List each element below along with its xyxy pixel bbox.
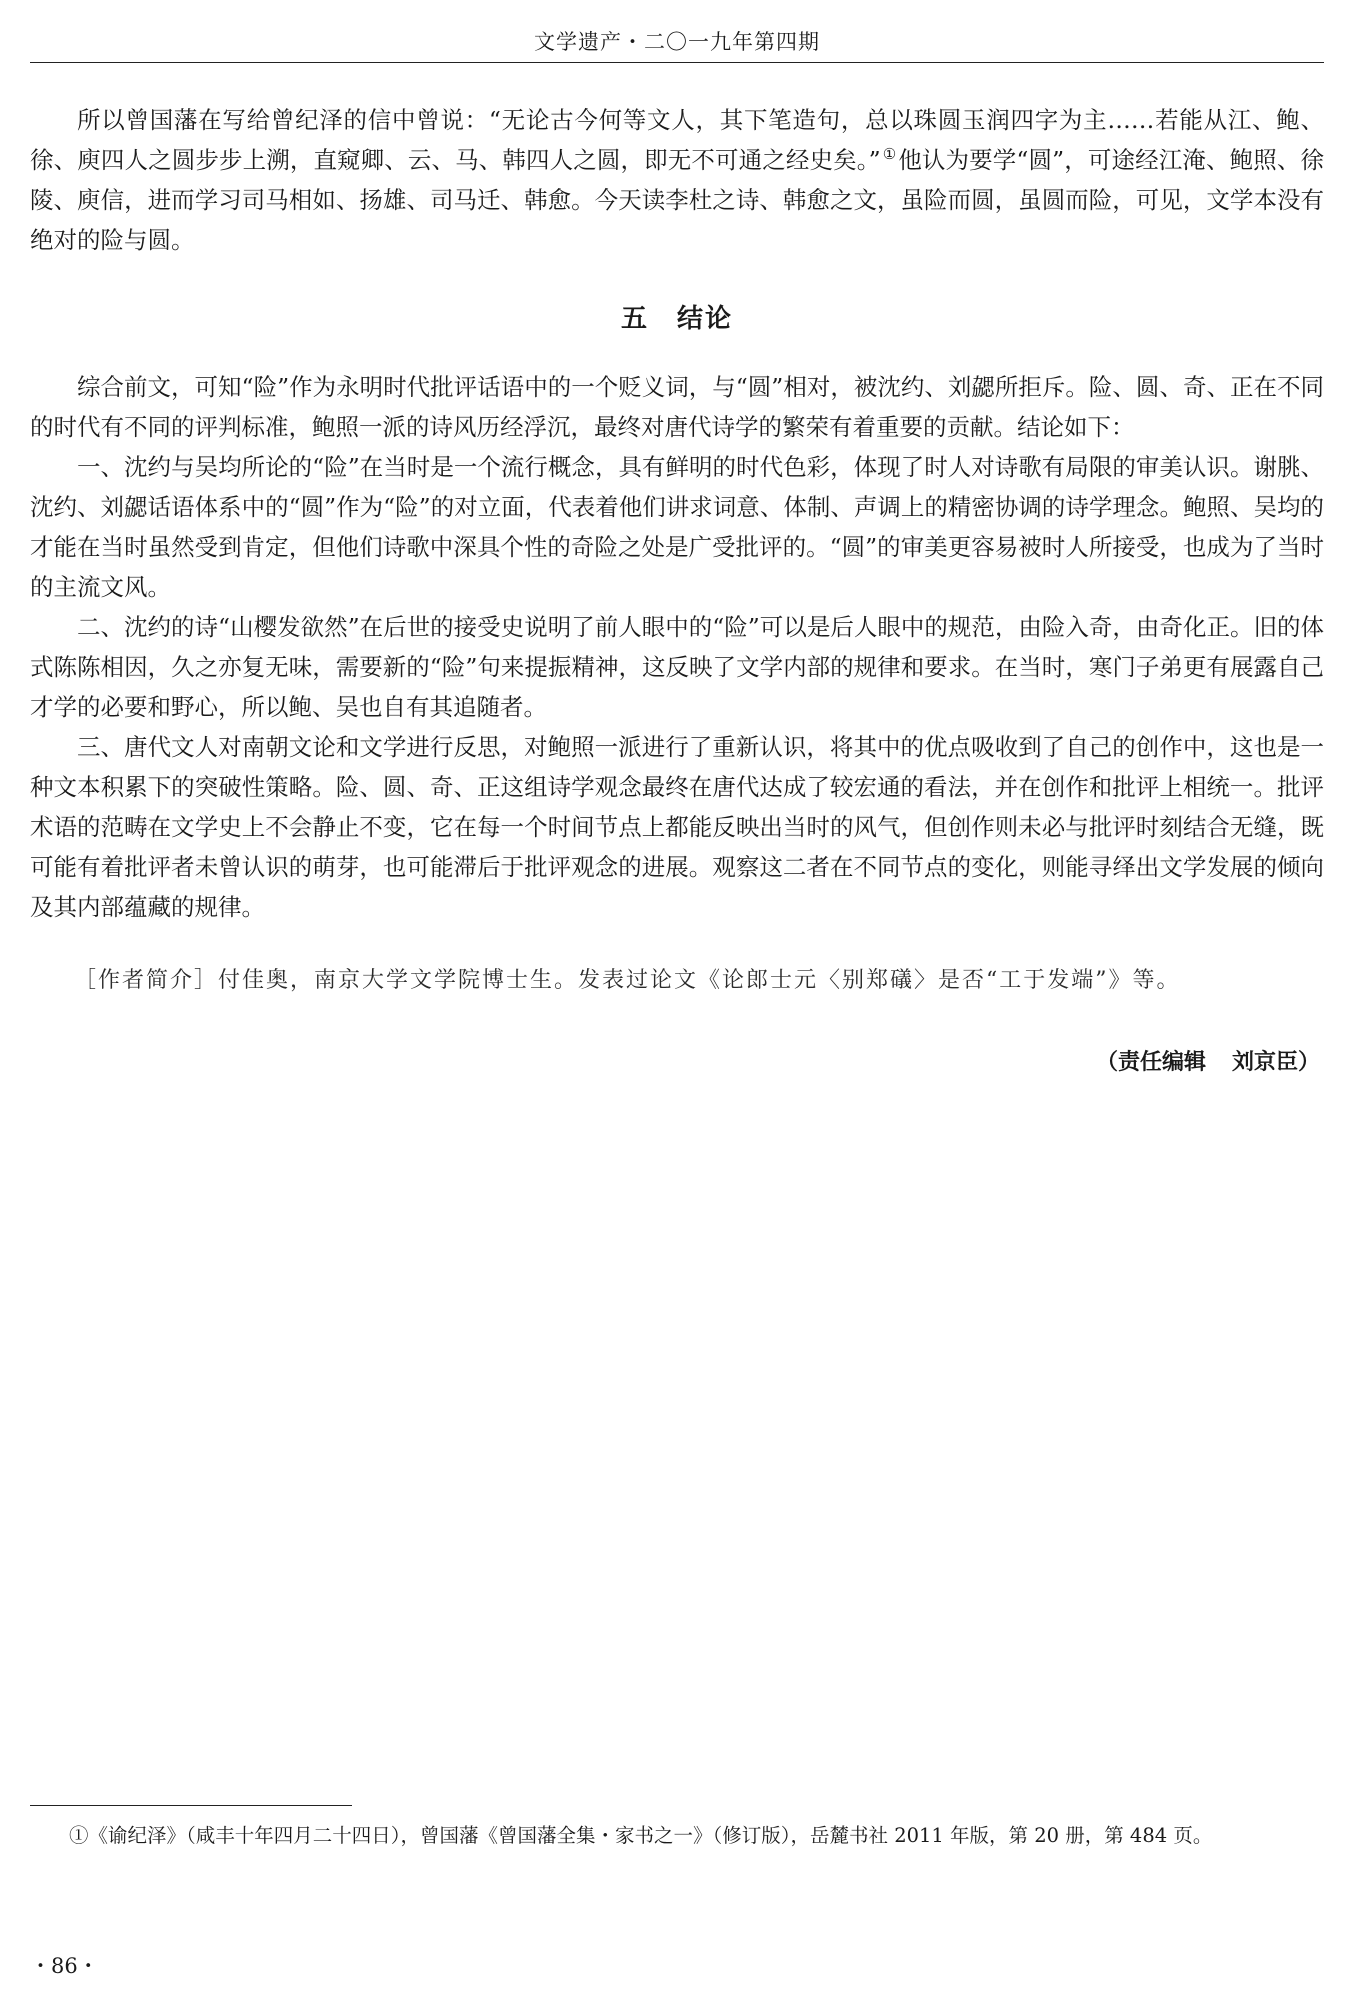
footnote-1: ①《谕纪泽》（咸丰十年四月二十四日），曾国藩《曾国藩全集・家书之一》（修订版），岳麓书社 2011 年版，第 20 册，第 484 页。 bbox=[69, 1824, 1213, 1847]
running-head: 文学遗产・二〇一九年第四期 bbox=[534, 30, 820, 54]
page-number: ・86・ bbox=[30, 1954, 99, 1978]
article-body bbox=[30, 100, 1324, 1076]
section-number: 五 bbox=[620, 304, 649, 334]
section-heading bbox=[30, 298, 1324, 335]
conclusion-point-2: 二、沈约的诗“山樱发欲然”在后世的接受史说明了前人眼中的“险”可以是后人眼中的规范，由险入奇，由奇化正。旧的体式陈陈相因，久之亦复无味，需要新的“险”句来提振精神，这反映了文学内部的规律和要求。在当时，寒门子弟更有展露自己才学的必要和野心，所以鲍、吴也自有其追随者。 bbox=[30, 613, 1324, 721]
continuation-text-after: 他认为要学“圆”，可途经江淹、鲍照、徐陵、庾信，进而学习司马相如、扬雄、司马迁、韩愈。今天读李杜之诗、韩愈之文，虽险而圆，虽圆而险，可见，文学本没有绝对的险与圆。 bbox=[30, 146, 1325, 254]
author-note: ［作者简介］付佳奥，南京大学文学院博士生。发表过论文《论郎士元〈别郑礒〉是否“工于发端”》等。 bbox=[74, 968, 1181, 993]
editor-name: 刘京臣） bbox=[1231, 1050, 1320, 1075]
section-title: 结论 bbox=[677, 304, 734, 334]
editor-label: （责任编辑 bbox=[1095, 1050, 1206, 1075]
footnote-rule bbox=[30, 1805, 352, 1806]
continuation-text-before: 所以曾国藩在写给曾纪泽的信中曾说：“无论古今何等文人，其下笔造句，总以珠圆玉润四字为主……若能从江、鲍、徐、庾四人之圆步步上溯，直窥卿、云、马、韩四人之圆，即无不可通之经史矣。” bbox=[30, 106, 1324, 174]
continuation-paragraph bbox=[30, 100, 1324, 260]
header-rule bbox=[30, 62, 1324, 63]
conclusion-point-3: 三、唐代文人对南朝文论和文学进行反思，对鲍照一派进行了重新认识，将其中的优点吸收到了自己的创作中，这也是一种文本积累下的突破性策略。险、圆、奇、正这组诗学观念最终在唐代达成了较宏通的看法，并在创作和批评上相统一。批评术语的范畴在文学史上不会静止不变，它在每一个时间节点上都能反映出当时的风气，但创作则未必与批评时刻结合无缝，既可能有着批评者未曾认识的萌芽，也可能滞后于批评观念的进展。观察这二者在不同节点的变化，则能寻绎出文学发展的倾向及其内部蕴藏的规律。 bbox=[30, 733, 1324, 921]
responsible-editor bbox=[30, 1045, 1324, 1076]
conclusion-point-1: 一、沈约与吴均所论的“险”在当时是一个流行概念，具有鲜明的时代色彩，体现了时人对诗歌有局限的审美认识。谢朓、沈约、刘勰话语体系中的“圆”作为“险”的对立面，代表着他们讲求词意、体制、声调上的精密协调的诗学理念。鲍照、吴均的才能在当时虽然受到肯定，但他们诗歌中深具个性的奇险之处是广受批评的。“圆”的审美更容易被时人所接受，也成为了当时的主流文风。 bbox=[30, 453, 1324, 601]
conclusion-intro-paragraph: 综合前文，可知“险”作为永明时代批评话语中的一个贬义词，与“圆”相对，被沈约、刘勰所拒斥。险、圆、奇、正在不同的时代有不同的评判标准，鲍照一派的诗风历经浮沉，最终对唐代诗学的繁荣有着重要的贡献。结论如下： bbox=[30, 373, 1324, 441]
footnote-marker[interactable]: ① bbox=[882, 145, 897, 164]
journal-page bbox=[30, 0, 1324, 1992]
